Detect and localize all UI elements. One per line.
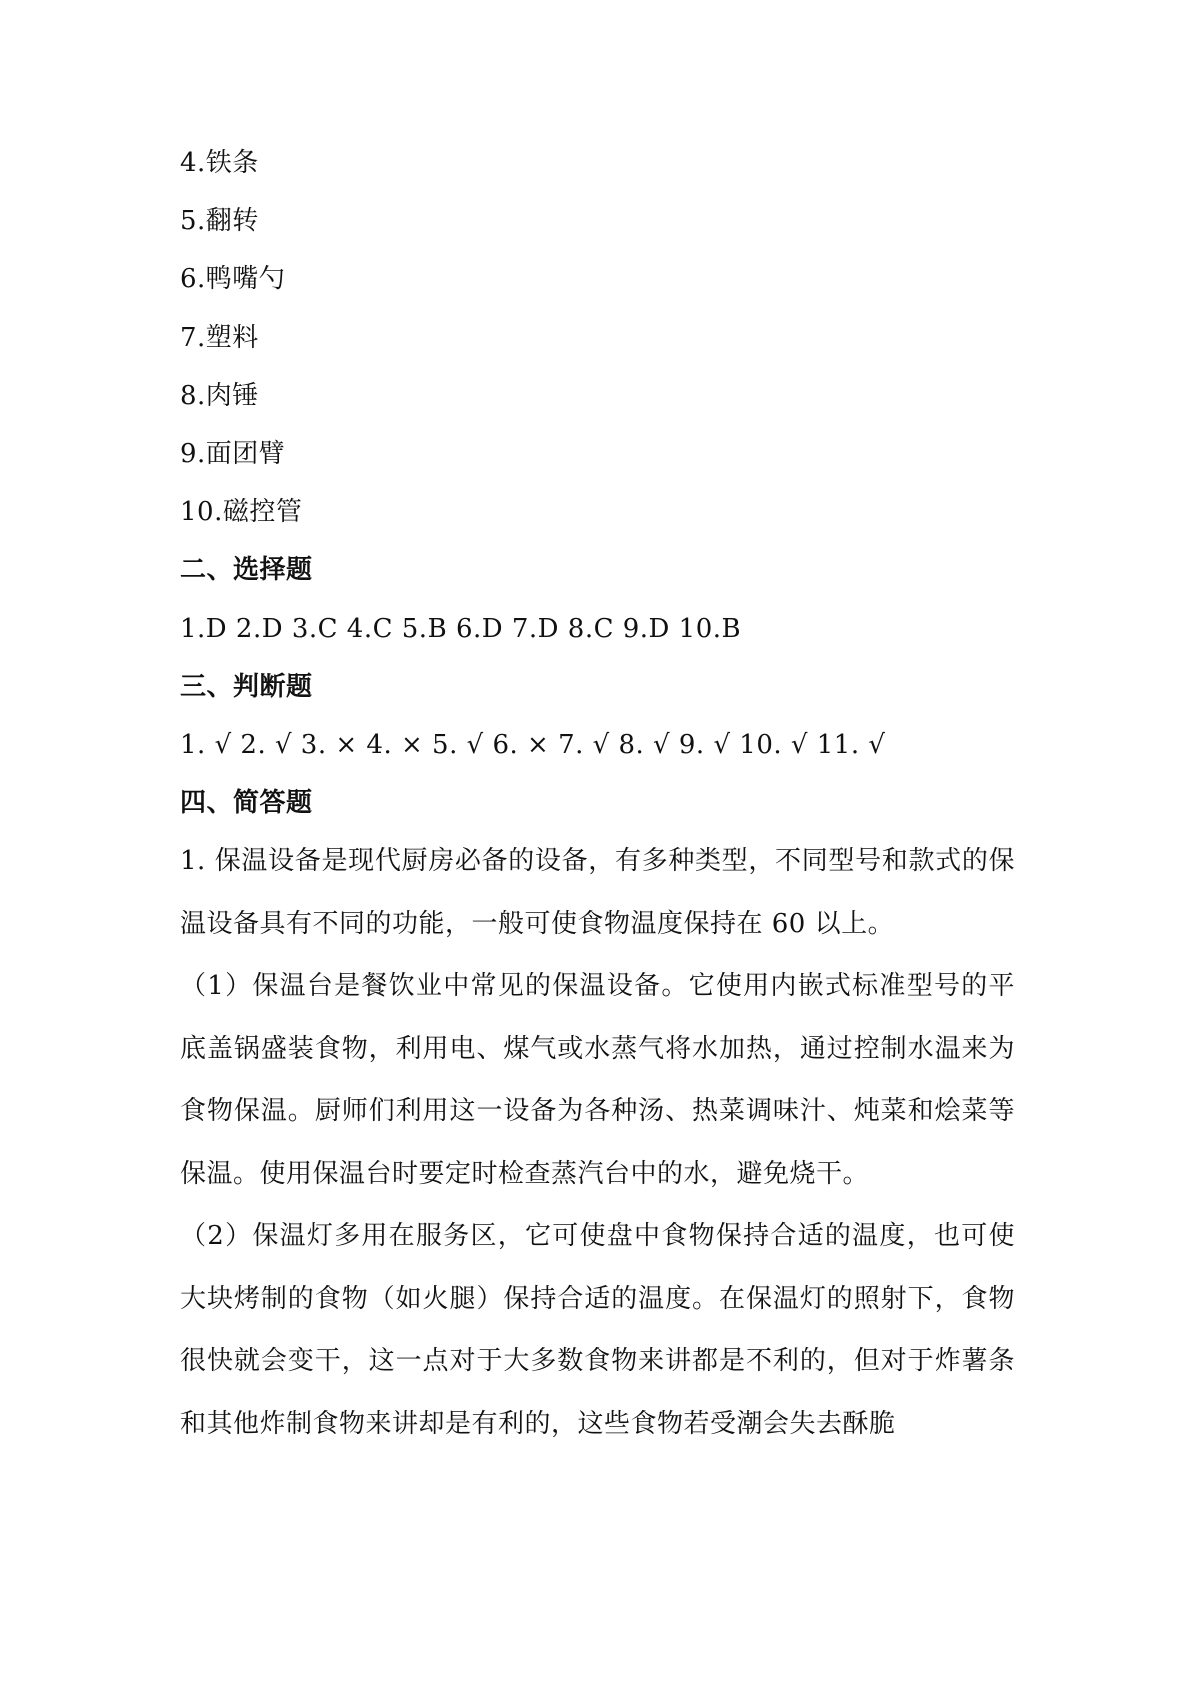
- fill-answer-6: 6.鸭嘴勺: [180, 264, 286, 294]
- section-heading-judge: 三、判断题: [180, 672, 313, 702]
- short-answer-paragraph-3: （2）保温灯多用在服务区，它可使盘中食物保持合适的温度，也可使大块烤制的食物（如火腿）保持合适的温度。在保温灯的照射下，食物很快就会变干，这一点对于大多数食物来讲都是不利的，但对于炸薯条和其他炸制食物来讲却是有利的，这些食物若受潮会失去酥脆: [180, 1221, 1015, 1439]
- choice-answers: 1.D 2.D 3.C 4.C 5.B 6.D 7.D 8.C 9.D 10.B: [180, 614, 742, 644]
- judge-answers: 1. √ 2. √ 3. × 4. × 5. √ 6. × 7. √ 8. √ 9. √ 10. √ 11. √: [180, 730, 886, 760]
- fill-answer-4: 4.铁条: [180, 148, 259, 178]
- short-answer-paragraph-2: （1）保温台是餐饮业中常见的保温设备。它使用内嵌式标准型号的平底盖锅盛装食物，利用电、煤气或水蒸气将水加热，通过控制水温来为食物保温。厨师们利用这一设备为各种汤、热菜调味汁、炖菜和烩菜等保温。使用保温台时要定时检查蒸汽台中的水，避免烧干。: [180, 971, 1015, 1189]
- section-heading-short-answer: 四、简答题: [180, 788, 313, 818]
- fill-answer-10: 10.磁控管: [180, 497, 303, 527]
- fill-answer-5: 5.翻转: [180, 206, 259, 236]
- fill-answer-8: 8.肉锤: [180, 381, 259, 411]
- short-answer-paragraph-1: 1. 保温设备是现代厨房必备的设备，有多种类型，不同型号和款式的保温设备具有不同的功能，一般可使食物温度保持在 60 以上。: [180, 846, 1015, 939]
- fill-answer-9: 9.面团臂: [180, 439, 286, 469]
- fill-answer-7: 7.塑料: [180, 323, 259, 353]
- section-heading-choice: 二、选择题: [180, 555, 313, 585]
